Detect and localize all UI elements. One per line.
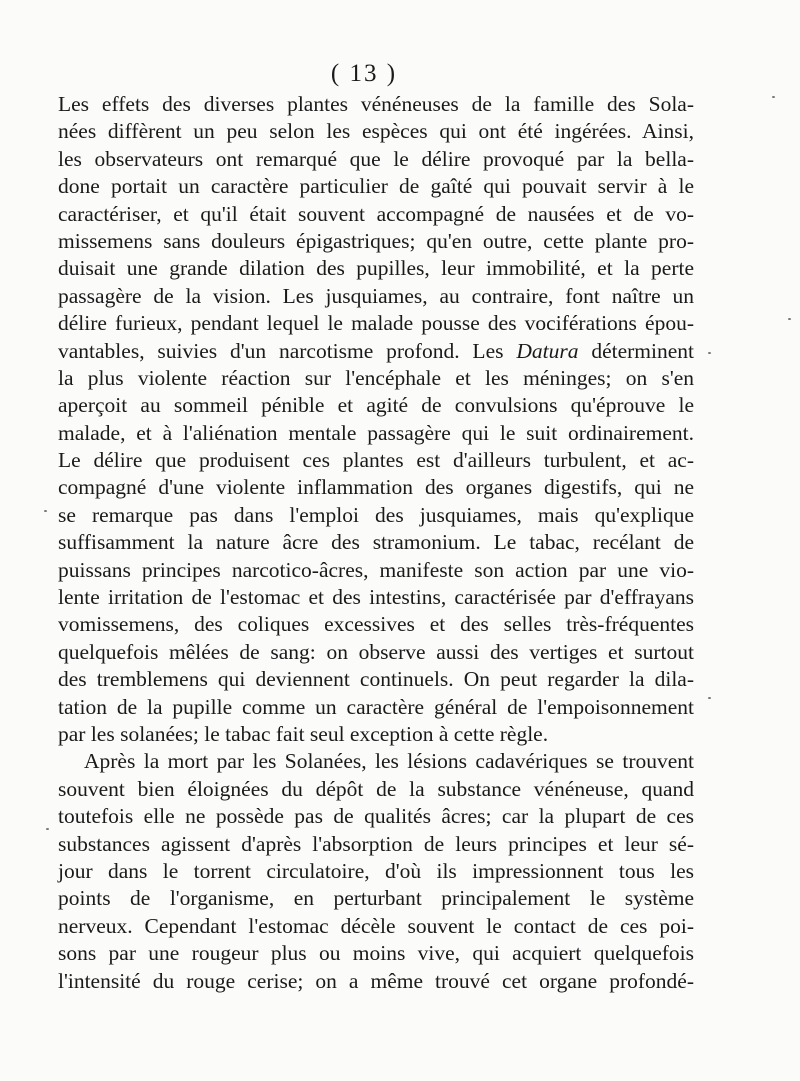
text-line: quelquefois mêlées de sang: on observe aussi des vertiges et surtout — [58, 639, 694, 664]
text-line: souvent bien éloignées du dépôt de la substance vénéneuse, quand — [58, 776, 694, 801]
text-line: passagère de la vision. Les jusquiames, au contraire, font naître un — [58, 283, 694, 308]
text-line: toutefois elle ne possède pas de qualités âcres; car la plupart de ces — [58, 804, 694, 829]
text-line: missemens sans douleurs épigastriques; qu'en outre, cette plante pro- — [58, 228, 694, 253]
text-line: Les effets des diverses plantes vénéneuses de la famille des Sola- — [58, 92, 694, 116]
scan-speck — [708, 697, 711, 699]
scan-speck — [772, 96, 775, 98]
text-line: sons par une rougeur plus ou moins vive, qui acquiert quelquefois — [58, 941, 694, 966]
paragraph-start-line: Après la mort par les Solanées, les lésions cadavériques se trouvent — [84, 749, 694, 774]
text-line: nées diffèrent un peu selon les espèces qui ont été ingérées. Ainsi, — [58, 119, 694, 144]
text-line: malade, et à l'aliénation mentale passagère qui le suit ordinairement. — [58, 420, 694, 445]
scan-speck — [708, 352, 711, 354]
genus-name-italic: Datura — [516, 338, 579, 363]
text-line: des tremblemens qui deviennent continuels. On peut regarder la dila- — [58, 667, 694, 692]
text-line: aperçoit au sommeil pénible et agité de convulsions qu'éprouve le — [58, 393, 694, 418]
text-line: tation de la pupille comme un caractère général de l'empoisonnement — [58, 694, 694, 719]
text-line: lente irritation de l'estomac et des intestins, caractérisée par d'effrayans — [58, 585, 694, 610]
text-line: nerveux. Cependant l'estomac décèle souvent le contact de ces poi- — [58, 913, 694, 938]
text-line: vomissemens, des coliques excessives et des selles très-fréquentes — [58, 612, 694, 637]
text-line: compagné d'une violente inflammation des organes digestifs, qui ne — [58, 475, 694, 500]
text-line: points de l'organisme, en perturbant principalement le système — [58, 886, 694, 911]
text-line: la plus violente réaction sur l'encéphale et les méninges; on s'en — [58, 365, 694, 390]
text-line: les observateurs ont remarqué que le délire provoqué par la bella- — [58, 146, 694, 171]
scan-speck — [44, 510, 47, 512]
text-line: caractériser, et qu'il était souvent accompagné de nausées et de vo- — [58, 201, 694, 226]
text-line — [58, 338, 694, 365]
text-line: duisait une grande dilation des pupilles, leur immobilité, et la perte — [58, 256, 694, 281]
text-line: suffisamment la nature âcre des stramonium. Le tabac, recélant de — [58, 530, 694, 555]
text-line: Le délire que produisent ces plantes est d'ailleurs turbulent, et ac- — [58, 448, 694, 473]
text-line: délire furieux, pendant lequel le malade pousse des vociférations épou- — [58, 311, 694, 336]
text-segment: déterminent — [578, 338, 695, 363]
text-line: se remarque pas dans l'emploi des jusquiames, mais qu'explique — [58, 502, 694, 527]
text-line: substances agissent d'après l'absorption de leurs principes et leur sé- — [58, 831, 694, 856]
page-number: ( 13 ) — [330, 60, 398, 87]
text-line: jour dans le torrent circulatoire, d'où ils impressionnent tous les — [58, 858, 694, 883]
text-segment: vantables, suivies d'un narcotisme profond. Les — [58, 338, 517, 363]
text-line: done portait un caractère particulier de gaîté qui pouvait servir à le — [58, 174, 694, 199]
paragraph-end-line: par les solanées; le tabac fait seul exception à cette règle. — [58, 721, 549, 746]
text-line: l'intensité du rouge cerise; on a même trouvé cet organe profondé- — [58, 968, 694, 993]
text-line: puissans principes narcotico-âcres, manifeste son action par une vio- — [58, 557, 694, 582]
body-text — [58, 91, 694, 995]
scan-speck — [46, 828, 49, 830]
scan-speck — [788, 318, 791, 320]
